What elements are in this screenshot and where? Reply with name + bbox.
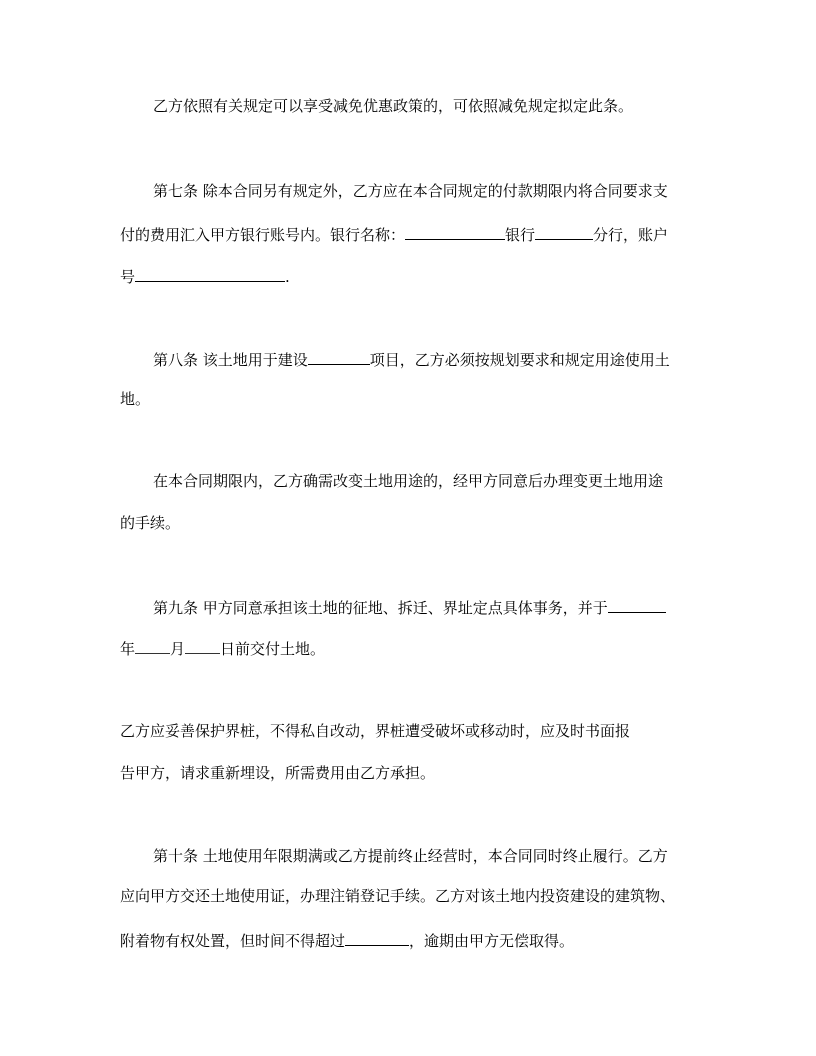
article-7-line-3 <box>120 266 290 287</box>
text: 分行，账户 <box>593 226 669 244</box>
branch-blank[interactable] <box>535 224 593 240</box>
text: 第十条 土地使用年限期满或乙方提前终止经营时，本合同同时终止履行。乙方 <box>153 847 668 865</box>
text: 年 <box>120 640 136 658</box>
article-7-line-2 <box>120 224 668 245</box>
text: 乙方应妥善保护界桩，不得私自改动，界桩遭受破坏或移动时，应及时书面报 <box>120 722 631 740</box>
article-7-line-1 <box>153 181 668 201</box>
text: . <box>285 268 290 286</box>
text: 号 <box>120 268 136 286</box>
text: 乙方依照有关规定可以享受减免优惠政策的，可依照减免规定拟定此条。 <box>153 97 634 115</box>
text: 第九条 甲方同意承担该土地的征地、拆迁、界址定点具体事务，并于 <box>153 599 608 617</box>
article-10-line-2 <box>120 886 675 906</box>
paragraph-line <box>120 763 435 783</box>
text: 项目，乙方必须按规划要求和规定用途使用土 <box>369 351 670 369</box>
text: 银行 <box>505 226 536 244</box>
text: 月 <box>170 640 186 658</box>
year-blank[interactable] <box>608 597 666 613</box>
text: ，逾期由甲方无偿取得。 <box>409 932 575 950</box>
account-number-blank[interactable] <box>135 266 285 282</box>
text: 告甲方，请求重新埋设，所需费用由乙方承担。 <box>120 764 436 782</box>
text: 附着物有权处置，但时间不得超过 <box>120 932 346 950</box>
paragraph-line <box>153 471 663 491</box>
text: 第七条 除本合同另有规定外，乙方应在本合同规定的付款期限内将合同要求支 <box>153 182 668 200</box>
text: 的手续。 <box>120 514 181 532</box>
text: 付的费用汇入甲方银行账号内。银行名称： <box>120 226 406 244</box>
article-9-line-2 <box>120 638 325 659</box>
text: 地。 <box>120 390 151 408</box>
article-10-line-3 <box>120 930 574 951</box>
article-8-line-2 <box>120 389 150 409</box>
paragraph-line <box>153 96 633 116</box>
deadline-blank[interactable] <box>345 930 409 946</box>
project-blank[interactable] <box>308 349 370 365</box>
text: 第八条 该土地用于建设 <box>153 351 308 369</box>
text: 日前交付土地。 <box>220 640 326 658</box>
bank-name-blank[interactable] <box>405 224 505 240</box>
month-blank[interactable] <box>135 638 170 654</box>
paragraph-line <box>120 721 630 741</box>
text: 在本合同期限内，乙方确需改变土地用途的，经甲方同意后办理变更土地用途 <box>153 472 664 490</box>
article-8-line-1 <box>153 349 670 370</box>
day-blank[interactable] <box>185 638 220 654</box>
paragraph-line <box>120 513 180 533</box>
article-9-line-1 <box>153 597 666 618</box>
text: 应向甲方交还土地使用证，办理注销登记手续。乙方对该土地内投资建设的建筑物、 <box>120 887 676 905</box>
article-10-line-1 <box>153 846 668 866</box>
